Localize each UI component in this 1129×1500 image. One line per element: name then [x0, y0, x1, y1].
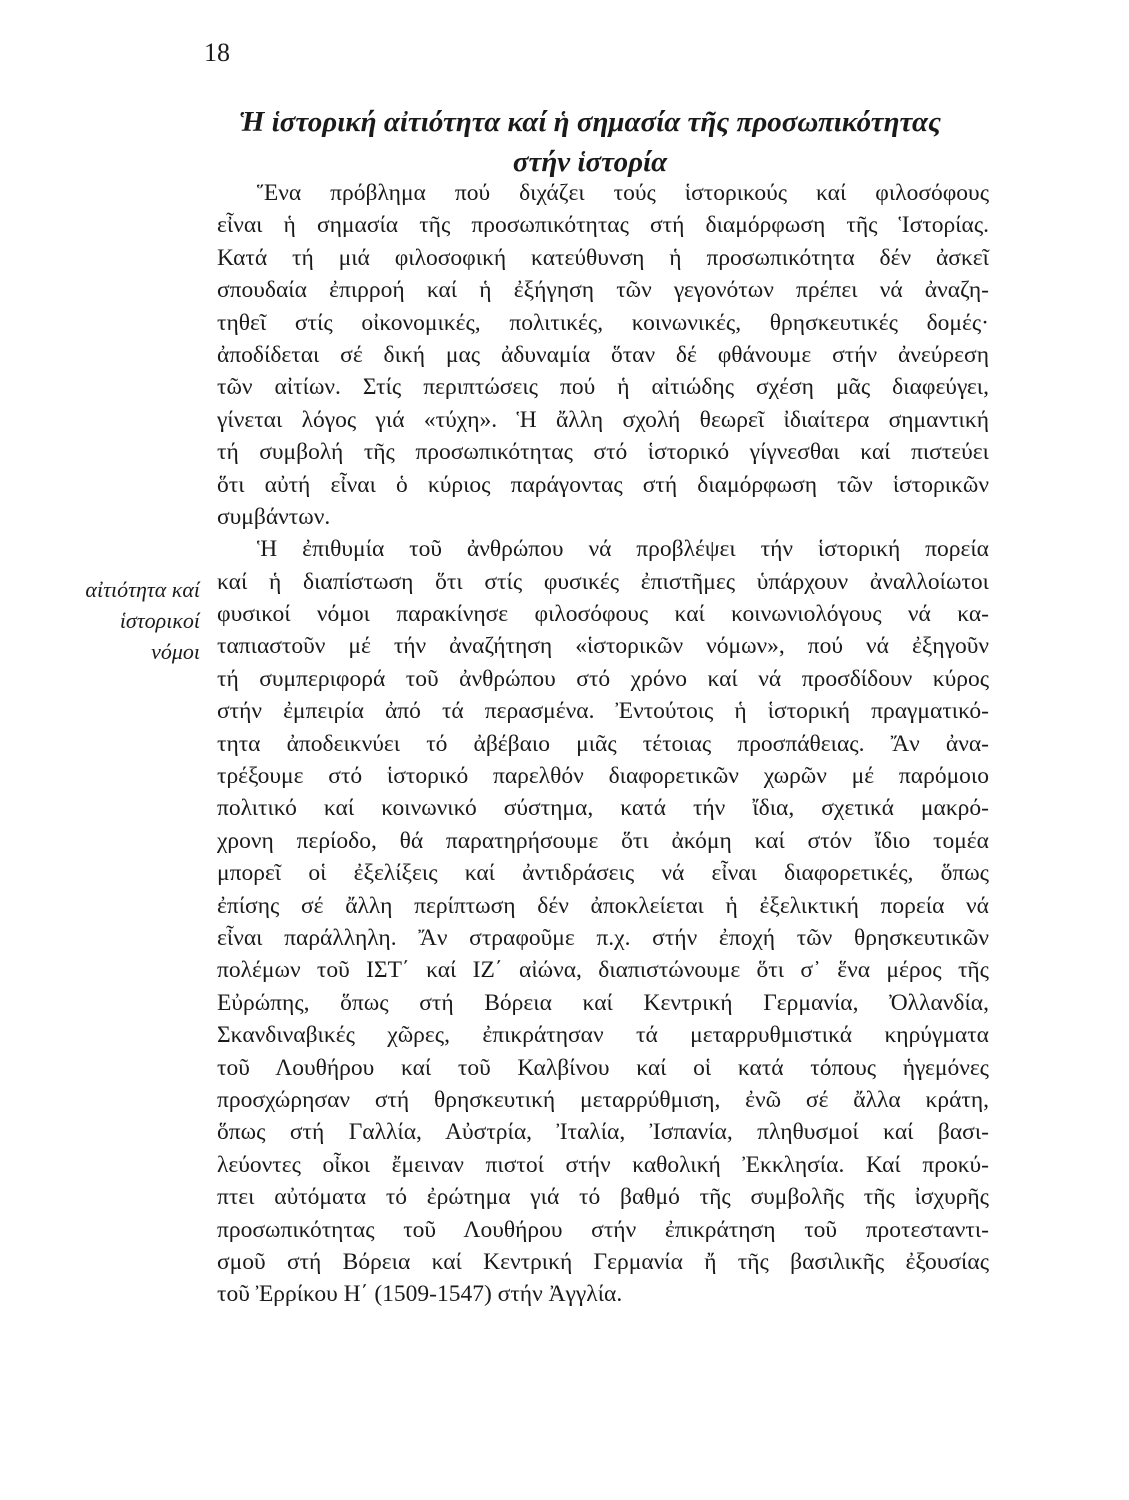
- text-line: ὅπως στή Γαλλία, Αὐστρία, Ἰταλία, Ἰσπανία, πληθυσμοί καί βασι-: [217, 1119, 989, 1146]
- text-line: πολέμων τοῦ ΙΣΤ΄ καί ΙΖ΄ αἰώνα, διαπιστώνουμε ὅτι σ᾽ ἕνα μέρος τῆς: [217, 957, 989, 984]
- margin-note-line: αἰτιότητα καί: [85, 577, 200, 602]
- text-line: προσχώρησαν στή θρησκευτική μεταρρύθμιση, ἐνῶ σέ ἄλλα κράτη,: [217, 1086, 989, 1113]
- text-line: στήν ἐμπειρία ἀπό τά περασμένα. Ἐντούτοις ἡ ἱστορική πραγματικό-: [217, 698, 989, 725]
- text-line: ταπιαστοῦν μέ τήν ἀναζήτηση «ἱστορικῶν νόμων», πού νά ἐξηγοῦν: [217, 633, 989, 660]
- section-heading: [150, 102, 1030, 182]
- text-line: φυσικοί νόμοι παρακίνησε φιλοσόφους καί κοινωνιολόγους νά κα-: [217, 601, 989, 628]
- text-line: σμοῦ στή Βόρεια καί Κεντρική Γερμανία ἤ τῆς βασιλικῆς ἐξουσίας: [217, 1248, 989, 1275]
- text-line: γίνεται λόγος γιά «τύχη». Ἡ ἄλλη σχολή θεωρεῖ ἰδιαίτερα σημαντική: [217, 406, 989, 433]
- text-line: τοῦ Ἐρρίκου Η΄ (1509-1547) στήν Ἀγγλία.: [217, 1281, 623, 1308]
- text-line: λεύοντες οἶκοι ἔμειναν πιστοί στήν καθολική Ἐκκλησία. Καί προκύ-: [217, 1151, 989, 1178]
- text-line: Κατά τή μιά φιλοσοφική κατεύθυνση ἡ προσωπικότητα δέν ἀσκεῖ: [217, 244, 989, 271]
- text-line: τητα ἀποδεικνύει τό ἀβέβαιο μιᾶς τέτοιας προσπάθειας. Ἄν ἀνα-: [217, 730, 989, 757]
- text-line: τή συμπεριφορά τοῦ ἀνθρώπου στό χρόνο καί νά προσδίδουν κύρος: [217, 665, 989, 692]
- text-line: συμβάντων.: [217, 503, 331, 530]
- text-line: τρέξουμε στό ἱστορικό παρελθόν διαφορετικῶν χωρῶν μέ παρόμοιο: [217, 763, 989, 790]
- text-line: Σκανδιναβικές χῶρες, ἐπικράτησαν τά μεταρρυθμιστικά κηρύγματα: [217, 1022, 989, 1049]
- text-line: τηθεῖ στίς οἰκονομικές, πολιτικές, κοινωνικές, θρησκευτικές δομές·: [217, 309, 989, 336]
- text-line: εἶναι παράλληλη. Ἄν στραφοῦμε π.χ. στήν ἐποχή τῶν θρησκευτικῶν: [217, 924, 989, 951]
- text-line: Ἕνα πρόβλημα πού διχάζει τούς ἱστορικούς καί φιλοσόφους: [257, 180, 989, 206]
- text-line: εἶναι ἡ σημασία τῆς προσωπικότητας στή διαμόρφωση τῆς Ἱστορίας.: [217, 212, 989, 239]
- paragraph-2: [217, 533, 989, 1310]
- section-heading-line: στήν ἱστορία: [512, 146, 668, 178]
- margin-note: [30, 574, 200, 667]
- margin-note-line: ἱστορικοί: [119, 608, 200, 633]
- section-heading-line: Ἡ ἱστορική αἰτιότητα καί ἡ σημασία τῆς προσωπικότητας: [239, 106, 941, 138]
- text-line: πολιτικό καί κοινωνικό σύστημα, κατά τήν ἴδια, σχετικά μακρό-: [217, 795, 989, 822]
- text-line: μπορεῖ οἱ ἐξελίξεις καί ἀντιδράσεις νά εἶναι διαφορετικές, ὅπως: [217, 860, 989, 887]
- text-line: τή συμβολή τῆς προσωπικότητας στό ἱστορικό γίγνεσθαι καί πιστεύει: [217, 439, 989, 466]
- text-line: ἀποδίδεται σέ δική μας ἀδυναμία ὅταν δέ φθάνουμε στήν ἀνεύρεση: [217, 341, 989, 368]
- text-line: προσωπικότητας τοῦ Λουθήρου στήν ἐπικράτηση τοῦ προτεσταντι-: [217, 1216, 989, 1243]
- text-line: σπουδαία ἐπιρροή καί ἡ ἐξήγηση τῶν γεγονότων πρέπει νά ἀναζη-: [217, 277, 989, 304]
- page-number: 18: [204, 38, 230, 67]
- text-line: Ἡ ἐπιθυμία τοῦ ἀνθρώπου νά προβλέψει τήν ἱστορική πορεία: [257, 536, 989, 563]
- text-line: καί ἡ διαπίστωση ὅτι στίς φυσικές ἐπιστῆμες ὑπάρχουν ἀναλλοίωτοι: [217, 568, 989, 595]
- text-line: τοῦ Λουθήρου καί τοῦ Καλβίνου καί οἱ κατά τόπους ἡγεμόνες: [217, 1054, 989, 1081]
- text-line: ἐπίσης σέ ἄλλη περίπτωση δέν ἀποκλείεται ἡ ἐξελικτική πορεία νά: [217, 892, 989, 919]
- text-line: χρονη περίοδο, θά παρατηρήσουμε ὅτι ἀκόμη καί στόν ἴδιο τομέα: [217, 827, 989, 854]
- body-text: [217, 177, 989, 1311]
- text-line: πτει αὐτόματα τό ἐρώτημα γιά τό βαθμό τῆς συμβολῆς τῆς ἰσχυρῆς: [217, 1184, 989, 1211]
- text-line: Εὐρώπης, ὅπως στή Βόρεια καί Κεντρική Γερμανία, Ὀλλανδία,: [217, 989, 989, 1016]
- paragraph-1: [217, 177, 989, 533]
- text-line: ὅτι αὐτή εἶναι ὁ κύριος παράγοντας στή διαμόρφωση τῶν ἱστορικῶν: [217, 471, 989, 498]
- text-line: τῶν αἰτίων. Στίς περιπτώσεις πού ἡ αἰτιώδης σχέση μᾶς διαφεύγει,: [217, 374, 989, 401]
- margin-note-line: νόμοι: [151, 639, 200, 664]
